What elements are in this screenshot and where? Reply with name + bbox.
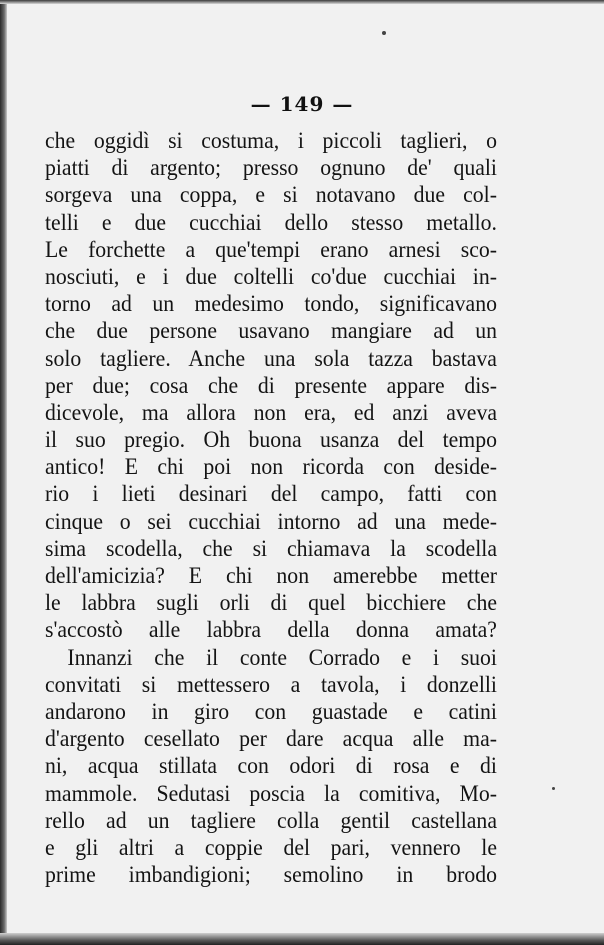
text-line: per due; cosa che di presente appare dis- [45, 372, 497, 399]
text-line: Innanzi che il conte Corrado e i suoi [67, 644, 497, 671]
page-number: — 149 — [250, 92, 354, 116]
text-line: che due persone usavano mangiare ad un [45, 318, 497, 345]
text-line: e gli altri a coppie del pari, vennero le [45, 834, 497, 861]
text-line: le labbra sugli orli di quel bicchiere che [45, 590, 497, 617]
text-line: sorgeva una coppa, e si notavano due col- [45, 182, 497, 209]
text-line: rello ad un tagliere colla gentil castellana [45, 807, 497, 834]
text-line: il suo pregio. Oh buona usanza del tempo [45, 427, 497, 454]
page-gutter-shadow [0, 0, 7, 945]
text-line: convitati si mettessero a tavola, i donzelli [45, 671, 497, 698]
text-line: d'argento cesellato per dare acqua alle ma- [45, 726, 497, 753]
text-line: dicevole, ma allora non era, ed anzi aveva [45, 399, 497, 426]
text-line: Le forchette a que'tempi erano arnesi sco- [45, 236, 497, 263]
text-line: dell'amicizia? E chi non amerebbe metter [45, 563, 497, 589]
text-line: ni, acqua stillata con odori di rosa e di [45, 753, 497, 780]
page-top-shadow [0, 0, 604, 4]
page-body-text [45, 128, 497, 889]
ink-speck [552, 787, 555, 790]
text-line: andarono in giro con guastade e catini [45, 698, 497, 725]
text-line: piatti di argento; presso ognuno de' quali [45, 155, 497, 182]
text-line: rio i lieti desinari del campo, fatti con [45, 481, 497, 508]
text-line: antico! E chi poi non ricorda con deside- [45, 454, 497, 481]
text-line: che oggidì si costuma, i piccoli taglieri, o [45, 128, 497, 154]
page-bottom-shadow [0, 933, 604, 945]
text-line: s'accostò alle labbra della donna amata? [45, 617, 497, 644]
text-line: mammole. Sedutasi poscia la comitiva, Mo- [45, 780, 497, 807]
text-line: solo tagliere. Anche una sola tazza bastava [45, 345, 497, 372]
text-line: torno ad un medesimo tondo, significavano [45, 291, 497, 318]
text-line: cinque o sei cucchiai intorno ad una mede- [45, 508, 497, 535]
text-line: prime imbandigioni; semolino in brodo [45, 862, 497, 889]
text-line: telli e due cucchiai dello stesso metallo. [45, 209, 497, 236]
text-line: nosciuti, e i due coltelli co'due cucchiai in- [45, 263, 497, 290]
text-line: sima scodella, che si chiamava la scodella [45, 535, 497, 562]
ink-speck [382, 31, 386, 35]
